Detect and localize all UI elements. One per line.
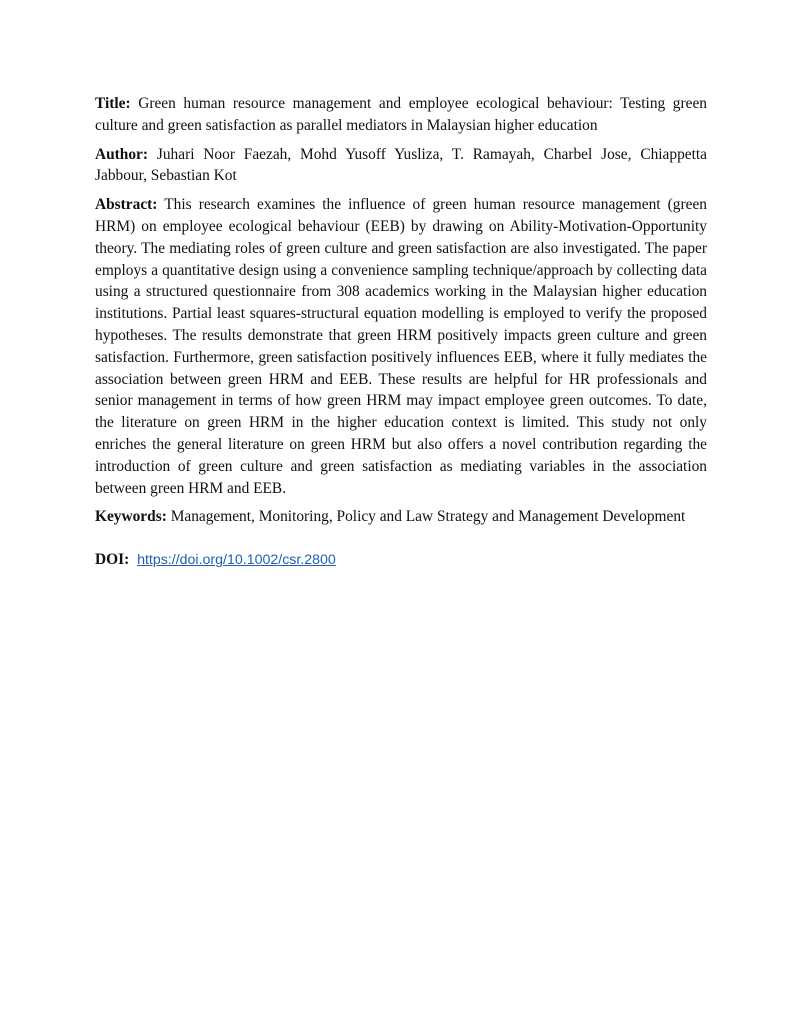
author-text: Juhari Noor Faezah, Mohd Yusoff Yusliza, T. Ramayah, Charbel Jose, Chiappetta Jabbour, Sebastian Kot [95, 145, 707, 185]
author-label: Author: [95, 145, 149, 163]
title-paragraph [95, 93, 707, 137]
abstract-paragraph [95, 194, 707, 499]
doi-link[interactable]: https://doi.org/10.1002/csr.2800 [137, 552, 336, 569]
document-page [95, 93, 707, 579]
keywords-text: Management, Monitoring, Policy and Law Strategy and Management Development [170, 508, 686, 526]
title-text: Green human resource management and employee ecological behaviour: Testing green culture and green satisfaction as parallel mediators in Malaysian higher education [95, 95, 707, 134]
abstract-text: This research examines the influence of green human resource management (green HRM) on employee ecological behaviour (EEB) by drawing on Ability-Motivation-Opportunity theory. The mediating roles of green culture and green satisfaction are also investigated. The paper employs a quantitative design using a convenience sampling technique/approach by collecting data using a structured questionnaire from 308 academics working in the Malaysian higher education institutions. Partial least squares-structural equation modelling is employed to verify the proposed hypotheses. The results demonstrate that green HRM positively impacts green culture and green satisfaction. Furthermore, green satisfaction positively influences EEB, where it fully mediates the association between green HRM and EEB. These results are helpful for HR professionals and senior management in terms of how green HRM may impact employee green outcomes. To date, the literature on green HRM in the higher education context is limited. This study not only enriches the general literature on green HRM but also offers a novel contribution regarding the introduction of green culture and green satisfaction as mediating variables in the association between green HRM and EEB. [95, 196, 707, 497]
doi-label: DOI: [95, 551, 130, 569]
keywords-label: Keywords: [95, 508, 167, 526]
author-paragraph [95, 144, 707, 188]
doi-paragraph [95, 549, 707, 572]
title-label: Title: [95, 95, 131, 112]
keywords-paragraph [95, 506, 707, 528]
abstract-label: Abstract: [95, 196, 158, 214]
